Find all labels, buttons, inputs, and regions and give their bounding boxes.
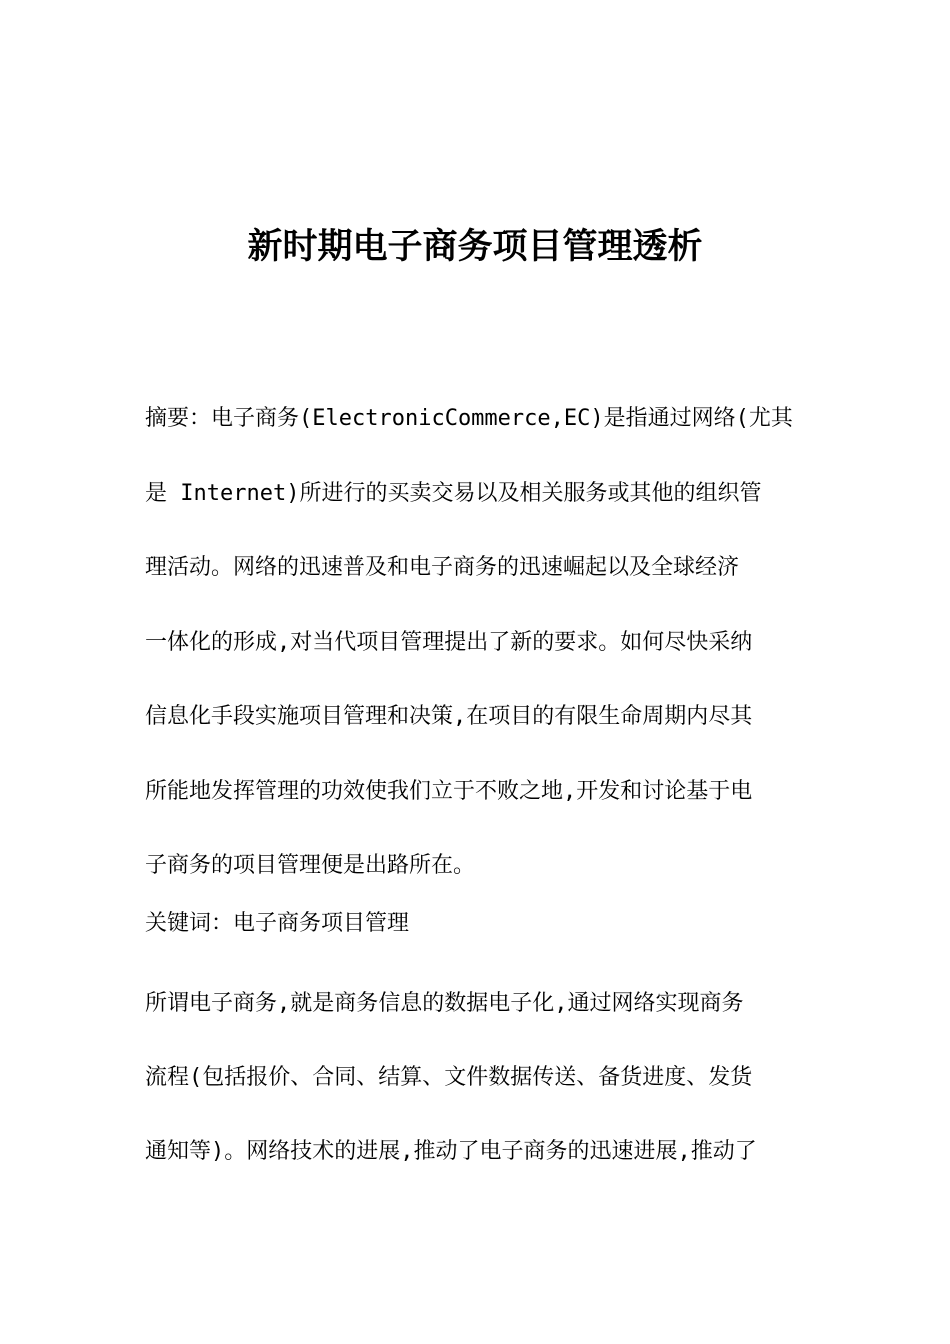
abstract-paragraph <box>145 382 810 904</box>
paragraph-line: 所谓电子商务,就是商务信息的数据电子化,通过网络实现商务 <box>145 991 744 1016</box>
paragraph-line: 通知等)。网络技术的进展,推动了电子商务的迅速进展,推动了 <box>145 1139 757 1164</box>
abstract-line: 一体化的形成,对当代项目管理提出了新的要求。如何尽快采纳 <box>145 629 753 655</box>
keywords-line <box>145 900 810 948</box>
abstract-line: 是 Internet)所进行的买卖交易以及相关服务或其他的组织管 <box>145 480 762 506</box>
keywords-text: 关键词：电子商务项目管理 <box>145 911 410 936</box>
abstract-line: 信息化手段实施项目管理和决策,在项目的有限生命周期内尽其 <box>145 704 753 729</box>
abstract-line: 子商务的项目管理便是出路所在。 <box>145 853 476 878</box>
abstract-line: 摘要：电子商务(ElectronicCommerce,EC)是指通过网络(尤其 <box>145 406 793 431</box>
abstract-line: 所能地发挥管理的功效使我们立于不败之地,开发和讨论基于电 <box>145 778 753 804</box>
body-paragraph <box>145 967 810 1189</box>
paragraph-line: 流程(包括报价、合同、结算、文件数据传送、备货进度、发货 <box>145 1065 753 1090</box>
abstract-line: 理活动。网络的迅速普及和电子商务的迅速崛起以及全球经济 <box>145 555 740 580</box>
document-title: 新时期电子商务项目管理透析 <box>247 227 703 267</box>
